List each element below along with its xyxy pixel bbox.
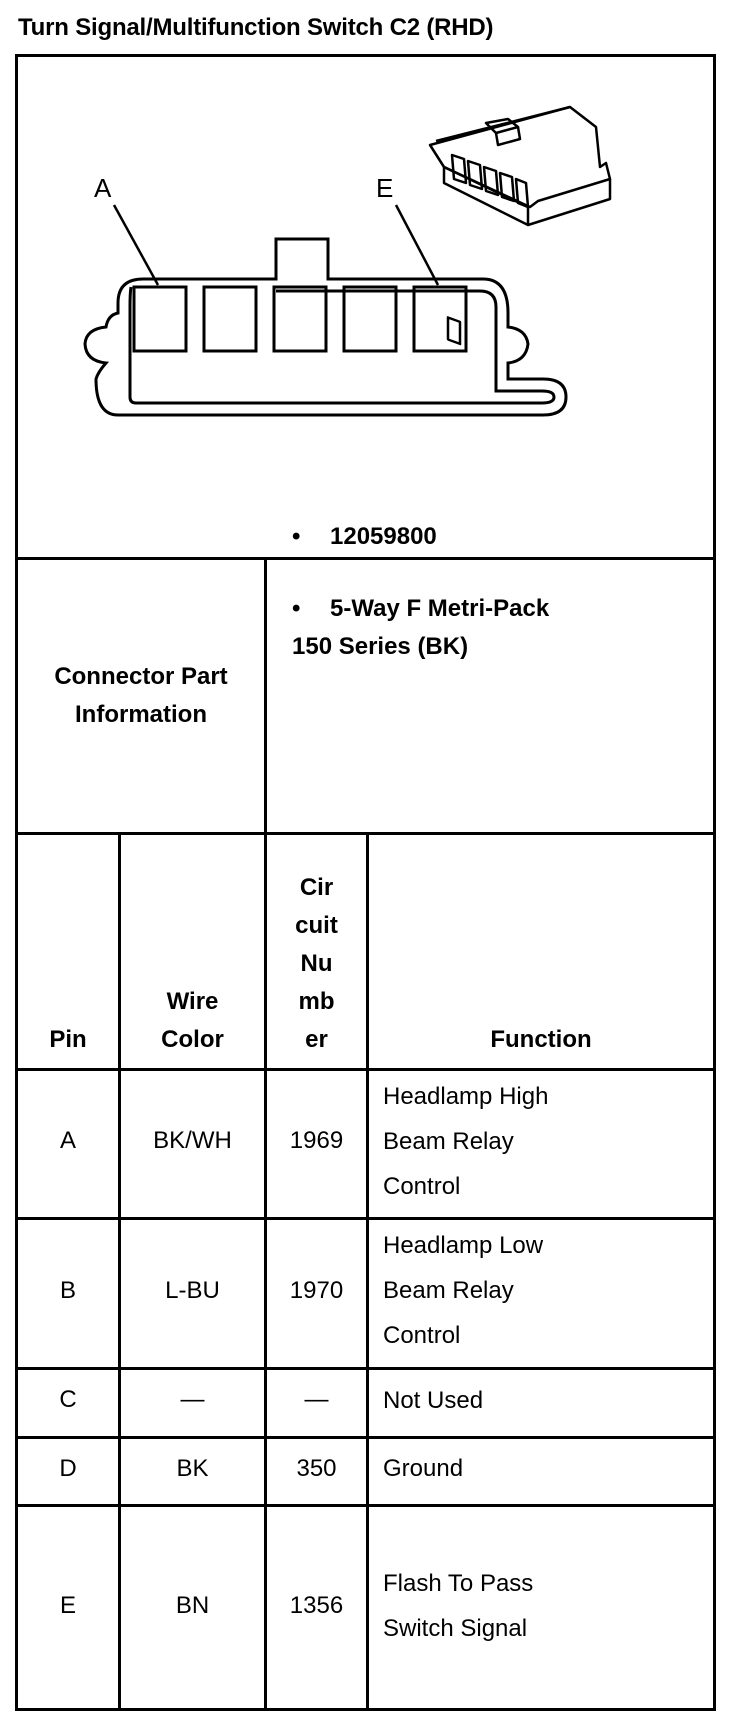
- cell-circuit: 1969: [289, 1127, 344, 1154]
- cell-function: Ground: [383, 1455, 464, 1482]
- cavity-d: [344, 287, 396, 351]
- cavity-a: [134, 287, 186, 351]
- cavity-e: [414, 287, 466, 351]
- cell-wire-color: BN: [175, 1592, 210, 1619]
- cell-pin: D: [59, 1454, 77, 1482]
- cell-circuit: 1970: [289, 1276, 344, 1304]
- cell-function: Headlamp High Beam Relay Control: [383, 1082, 549, 1200]
- list-item: • 12059800: [292, 523, 437, 550]
- cell-wire-color: BK: [176, 1454, 209, 1482]
- divider-info-col: [264, 557, 267, 835]
- cell-function: Headlamp Low Beam Relay Control: [383, 1232, 544, 1349]
- connector-info-list: [292, 518, 682, 666]
- cell-function: Not Used: [383, 1386, 484, 1414]
- cell-wire-color: BK/WH: [153, 1127, 232, 1154]
- cell-circuit: —: [304, 1386, 329, 1413]
- cavity-c: [274, 287, 326, 351]
- cell-circuit: 1356: [289, 1592, 344, 1619]
- cell-wire-color: —: [180, 1386, 205, 1413]
- cell-pin: A: [59, 1127, 76, 1154]
- list-item: • 5-Way F Metri-Pack: [292, 595, 550, 622]
- header-circuit-number: Cir cuit Nu mb er: [295, 874, 338, 1053]
- cell-pin: E: [59, 1592, 76, 1619]
- pin-label-a: A: [94, 173, 112, 203]
- cell-circuit: 350: [296, 1454, 337, 1482]
- header-function: Function: [490, 1026, 592, 1053]
- cell-function: Flash To Pass Switch Signal: [383, 1570, 534, 1642]
- header-pin: Pin: [49, 1026, 87, 1053]
- leader-line-e: [396, 205, 438, 285]
- connector-diagram: [18, 57, 713, 557]
- connector-icon: [430, 107, 610, 344]
- cell-pin: B: [59, 1276, 76, 1304]
- header-wire-color: Wire Color: [161, 988, 224, 1053]
- connector-info-label: Connector Part Information: [54, 663, 228, 728]
- pin-label-e: E: [376, 173, 394, 203]
- cell-wire-color: L-BU: [165, 1276, 220, 1304]
- cavity-b: [204, 287, 256, 351]
- list-item-continuation: 150 Series (BK): [292, 633, 469, 660]
- page-title: Turn Signal/Multifunction Switch C2 (RHD): [18, 14, 494, 41]
- leader-line-a: [114, 205, 158, 285]
- cell-pin: C: [59, 1386, 77, 1413]
